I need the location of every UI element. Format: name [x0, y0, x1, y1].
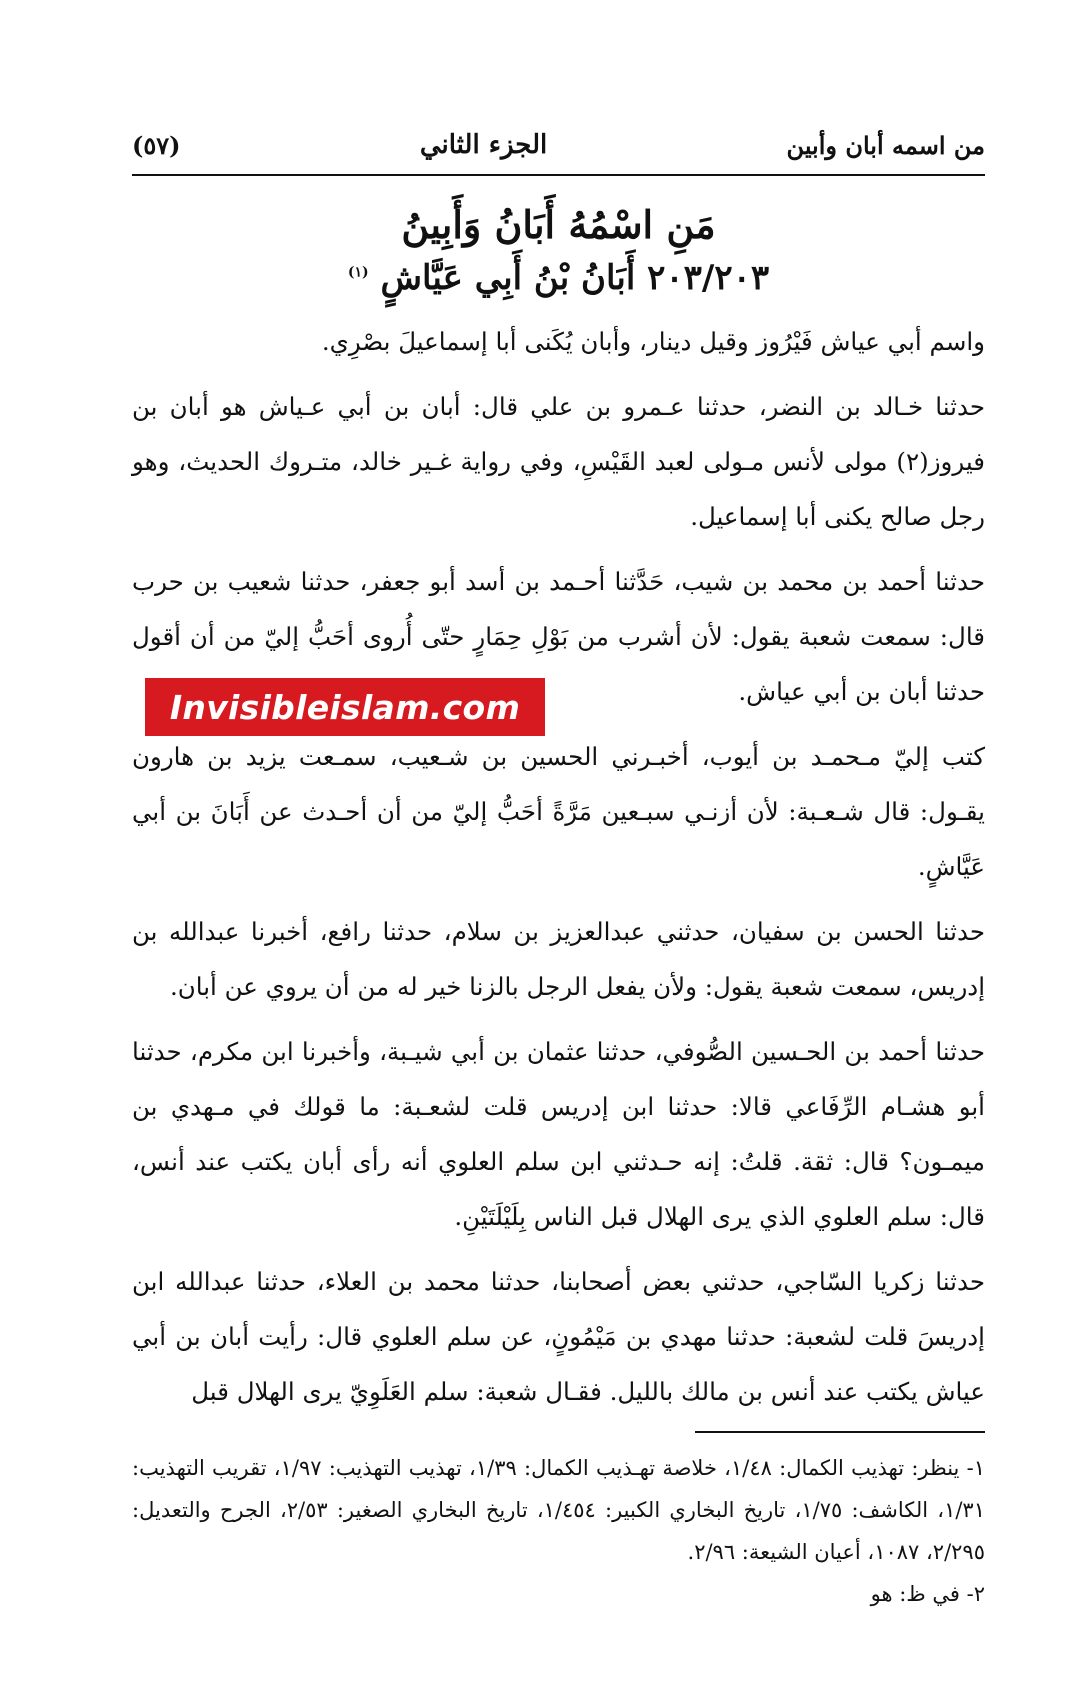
body-text — [132, 314, 985, 1419]
title-block — [132, 196, 985, 304]
paragraph: كتب إليّ مـحمـد بن أيوب، أخبـرني الحسين بن شـعيب، سمـعت يزيد بن هارون يقـول: قال شـعـبة: لأن أزنـي سبـعين مَرَّةً أحَبُّ إليّ من أن أحـدث عن أَبَانَ بن أبي عَيَّاشٍ. — [132, 742, 985, 881]
paragraph: واسم أبي عياش فَيْرُوز وقيل دينار، وأبان يُكَنى أبا إسماعيلَ بصْرِي. — [321, 327, 985, 356]
footnote-divider — [695, 1431, 985, 1433]
header-volume: الجزء الثاني — [419, 130, 548, 160]
footnotes — [132, 1447, 985, 1615]
page-number: (٥٧) — [132, 131, 181, 160]
paragraph: حدثنا أحمد بن الحـسين الصُّوفي، حدثنا عثمان بن أبي شيـبة، وأخبرنا ابن مكرم، حدثنا أبو هشـام الرِّفَاعي قالا: حدثنا ابن إدريس قلت لشعـبة: ما قولك في مـهدي بن ميمـون؟ قال: ثقة. قلتُ: إنه حـدثني ابن سلم العلوي أنه رأى أبان يكتب عند أنس، قال: سلم العلوي الذي يرى الهلال قبل الناس بِلَيْلَتَيْنِ. — [132, 1037, 985, 1231]
paragraph: حدثنا زكريا السّاجي، حدثني بعض أصحابنا، حدثنا محمد بن العلاء، حدثنا عبدالله ابن إدريسَ قلت لشعبة: حدثنا مهدي بن مَيْمُونٍ، عن سلم العلوي قال: رأيت أبان بن أبي عياش يكتب عند أنس بن مالك بالليل. فقـال شعبة: سلم العَلَوِيّ يرى الهلال قبل — [132, 1267, 985, 1406]
entry-title — [132, 253, 985, 304]
entry-footnote-ref: (١) — [347, 264, 369, 281]
chapter-title: مَنِ اسْمُهُ أَبَانُ وَأَبِينُ — [401, 202, 716, 247]
paragraph: حدثنا الحسن بن سفيان، حدثني عبدالعزيز بن سلام، حدثنا رافع، أخبرنا عبدالله بن إدريس، سمعت شعبة يقول: ولأن يفعل الرجل بالزنا خير له من أن يروي عن أبان. — [132, 917, 985, 1001]
watermark-banner — [145, 678, 545, 736]
footnote: ٢- في ظ: هو — [870, 1582, 985, 1606]
footnote: ١- ينظر: تهذيب الكمال: ١/٤٨، خلاصة تهـذيب الكمال: ١/٣٩، تهذيب التهذيب: ١/٩٧، تقريب التهذيب: ١/٣١، الكاشف: ١/٧٥، تاريخ البخاري الكبير: ١/٤٥٤، تاريخ البخاري الصغير: ٢/٥٣، الجرح والتعديل: ٢/٢٩٥، ١٠٨٧، أعيان الشيعة: ٢/٩٦. — [132, 1456, 985, 1564]
entry-title-text: ٢٠٣/٢٠٣ أَبَانُ بْنُ أَبِي عَيَّاشٍ — [380, 258, 770, 298]
paragraph: حدثنا خـالد بن النضر، حدثنا عـمرو بن علي قال: أبان بن أبي عـياش هو أبان بن فيروز(٢) مولى لأنس مـولى لعبد القَيْسِ، وفي رواية غـير خالد، متـروك الحديث، وهو رجل صالح يكنى أبا إسماعيل. — [132, 392, 985, 531]
running-header — [132, 130, 985, 176]
watermark-text: Invisibleislam.com — [169, 687, 521, 727]
header-section-title: من اسمه أبان وأبين — [786, 131, 985, 160]
paragraph: حدثنا أحمد بن محمد بن شيب، حَدَّثنا أحـمد بن أسد أبو جعفر، حدثنا شعيب بن حرب قال: سمعت شعبة يقول: لأن أشرب من بَوْلِ حِمَارٍ حتّى أُروى أحَبُّ إليّ من أن أقول حدثنا أبان بن أبي عياش. — [132, 567, 985, 706]
